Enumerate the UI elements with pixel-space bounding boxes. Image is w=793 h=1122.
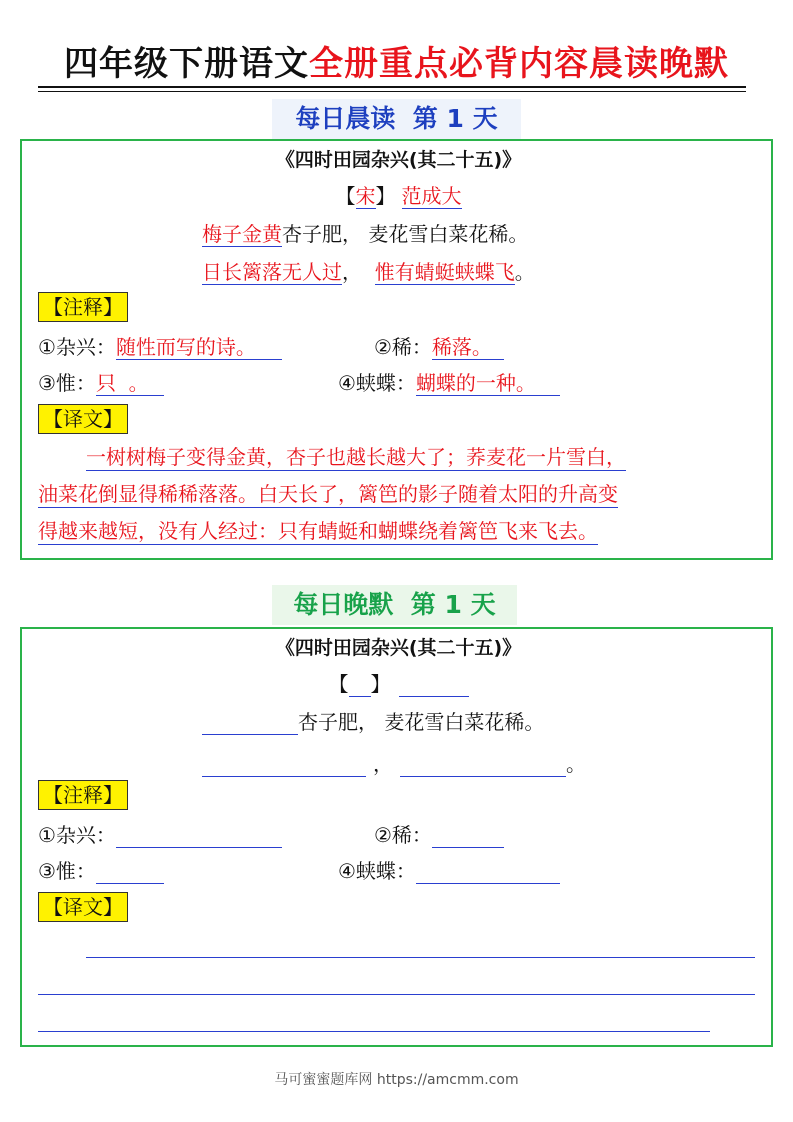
morning-reading-box <box>20 139 773 560</box>
evening-note-1 <box>38 822 282 848</box>
translation-line-2 <box>38 481 758 508</box>
morning-note-4 <box>338 370 560 396</box>
note3-value: 只 。 <box>96 371 164 396</box>
evening-note-4 <box>338 858 560 884</box>
title-rule-thin <box>38 91 746 92</box>
note4-blank[interactable] <box>416 861 560 884</box>
evening-notes-tag: 【注释】 <box>38 780 128 810</box>
morning-line2-sep: ， <box>342 260 375 284</box>
translation-blank-2[interactable] <box>38 994 755 995</box>
evening-note-2 <box>374 822 504 848</box>
note3-label: ③惟： <box>38 371 96 395</box>
note2-label: ②稀： <box>374 823 432 847</box>
translation-line-3 <box>38 518 758 545</box>
translation-text-2: 油菜花倒显得稀稀落落。白天长了，篱笆的影子随着太阳的升高变 <box>38 482 618 506</box>
morning-note-2 <box>374 334 504 360</box>
morning-line2-a: 日长篱落无人过 <box>202 260 342 284</box>
dynasty-blank[interactable] <box>349 674 371 697</box>
evening-note-3 <box>38 858 164 884</box>
morning-poem-line-2 <box>202 259 535 285</box>
evening-poem-line-1 <box>202 709 544 735</box>
evening-dictation-box <box>20 627 773 1047</box>
note1-label: ①杂兴： <box>38 823 116 847</box>
note4-value: 蝴蝶的一种。 <box>416 371 560 396</box>
translation-blank-1[interactable] <box>86 957 755 958</box>
title-red-part: 全册重点必背内容晨读晚默 <box>309 44 729 84</box>
morning-poem-title: 《四时田园杂兴(其二十五)》 <box>275 149 522 171</box>
morning-line2-end: 。 <box>514 260 535 284</box>
translation-line-1 <box>38 444 758 471</box>
translation-blank-3[interactable] <box>38 1031 710 1032</box>
morning-note-1 <box>38 334 282 360</box>
evening-poem-title: 《四时田园杂兴(其二十五)》 <box>275 637 522 659</box>
note1-value: 随性而写的诗。 <box>116 335 282 360</box>
title-black-part: 四年级下册语文 <box>64 44 309 84</box>
title-rule-thick <box>38 86 746 88</box>
morning-line1-red: 梅子金黄 <box>202 222 282 246</box>
morning-dynasty: 宋 <box>355 184 376 208</box>
note3-label: ③惟： <box>38 859 96 883</box>
translation-text-1: 一树树梅子变得金黄，杏子也越长越大了；荞麦花一片雪白， <box>86 445 626 469</box>
evening-translation-tag: 【译文】 <box>38 892 128 922</box>
document-title <box>0 44 793 84</box>
note4-label: ④蛱蝶： <box>338 371 416 395</box>
author-bracket-close: 】 <box>375 184 396 208</box>
note4-label: ④蛱蝶： <box>338 859 416 883</box>
note1-blank[interactable] <box>116 825 282 848</box>
author-bracket-open: 【 <box>335 184 356 208</box>
morning-heading: 每日晨读 第 1 天 <box>272 99 521 139</box>
morning-note-3 <box>38 370 164 396</box>
morning-line2-b: 惟有蜻蜓蛱蝶飞 <box>374 260 515 284</box>
author-bracket-open: 【 <box>328 672 349 696</box>
morning-author-line <box>22 183 775 209</box>
evening-heading: 每日晚默 第 1 天 <box>272 585 517 625</box>
evening-author-line <box>22 671 775 697</box>
note3-blank[interactable] <box>96 861 164 884</box>
line2a-blank[interactable] <box>202 754 366 777</box>
footer-watermark: 马可蜜蜜题库网 https://amcmm.com <box>274 1072 519 1088</box>
author-blank[interactable] <box>399 674 469 697</box>
morning-line1-rest: 杏子肥， 麦花雪白菜花稀。 <box>282 222 529 246</box>
line1-blank[interactable] <box>202 712 298 735</box>
note1-label: ①杂兴： <box>38 335 116 359</box>
morning-translation-tag: 【译文】 <box>38 404 128 434</box>
evening-line2-sep: ， <box>373 752 393 776</box>
evening-line1-rest: 杏子肥， 麦花雪白菜花稀。 <box>298 710 545 734</box>
line2b-blank[interactable] <box>400 754 566 777</box>
translation-text-3: 得越来越短，没有人经过：只有蜻蜓和蝴蝶绕着篱笆飞来飞去。 <box>38 519 598 543</box>
morning-author: 范成大 <box>401 184 462 208</box>
note2-label: ②稀： <box>374 335 432 359</box>
morning-notes-tag: 【注释】 <box>38 292 128 322</box>
evening-line2-end: 。 <box>566 752 586 776</box>
note2-value: 稀落。 <box>432 335 504 360</box>
author-bracket-close: 】 <box>370 672 391 696</box>
note2-blank[interactable] <box>432 825 504 848</box>
morning-poem-line-1 <box>202 221 528 247</box>
evening-poem-line-2 <box>202 751 586 777</box>
